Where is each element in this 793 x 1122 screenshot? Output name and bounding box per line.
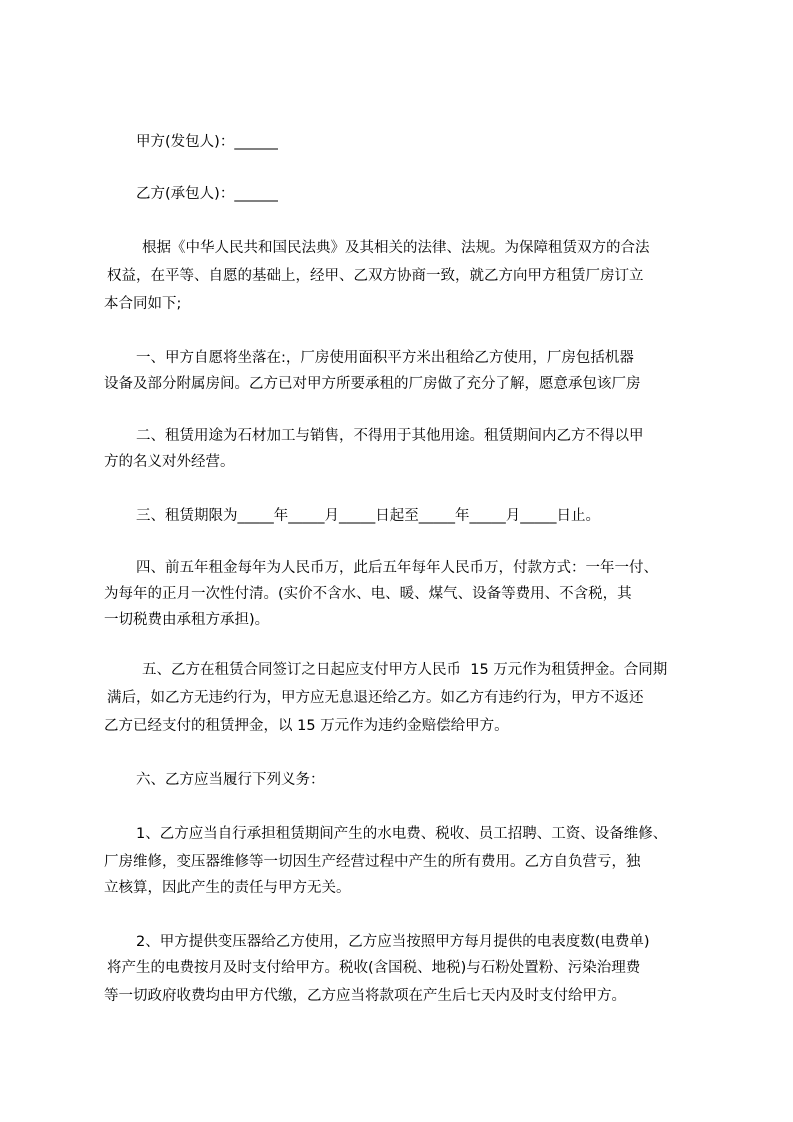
item-2-line: 2、甲方提供变压器给乙方使用，乙方应当按照甲方每月提供的电表度数(电费单) bbox=[136, 934, 650, 950]
item-1-line: 厂房维修，变压器维修等一切因生产经营过程中产生的所有费用。乙方自负营亏，独 bbox=[104, 854, 641, 870]
clause-5-line: 乙方已经支付的租赁押金，以 15 万元作为违约金赔偿给甲方。 bbox=[104, 718, 509, 734]
clause-5-line: 满后，如乙方无违约行为，甲方应无息退还给乙方。如乙方有违约行为，甲方不返还 bbox=[107, 690, 644, 706]
item-2-line: 将产生的电费按月及时支付给甲方。税收(含国税、地税)与石粉处置粉、污染治理费 bbox=[107, 960, 641, 976]
intro-line: 权益，在平等、自愿的基础上，经甲、乙双方协商一致，就乙方向甲方租赁厂房订立 bbox=[107, 268, 644, 284]
clause-1-line: 设备及部分附属房间。乙方已对甲方所要承租的厂房做了充分了解，愿意承包该厂房 bbox=[104, 376, 641, 392]
clause-5-line: 五、乙方在租赁合同签订之日起应支付甲方人民币 15 万元作为租赁押金。合同期 bbox=[142, 662, 668, 678]
clause-4-line: 为每年的正月一次性付清。(实价不含水、电、暖、煤气、设备等费用、不含税，其 bbox=[104, 586, 632, 602]
intro-line: 本合同如下; bbox=[104, 296, 182, 312]
clause-1-line: 一、甲方自愿将坐落在:，厂房使用面积平方米出租给乙方使用，厂房包括机器 bbox=[136, 350, 634, 366]
clause-3-line: 三、租赁期限为_____年_____月_____日起至_____年_____月_____日止。 bbox=[136, 508, 600, 524]
party-b-line: 乙方(承包人)：______ bbox=[136, 186, 278, 202]
clause-2-line: 方的名义对外经营。 bbox=[104, 454, 235, 470]
clause-4-line: 一切税费由承租方承担)。 bbox=[104, 612, 270, 628]
intro-line: 根据《中华人民共和国民法典》及其相关的法律、法规。为保障租赁双方的合法 bbox=[142, 240, 650, 256]
item-1-line: 立核算，因此产生的责任与甲方无关。 bbox=[104, 880, 351, 896]
clause-6-title: 六、乙方应当履行下列义务： bbox=[136, 772, 325, 788]
clause-2-line: 二、租赁用途为石材加工与销售，不得用于其他用途。租赁期间内乙方不得以甲 bbox=[136, 428, 644, 444]
party-a-line: 甲方(发包人)：______ bbox=[136, 134, 278, 150]
item-2-line: 等一切政府收费均由甲方代缴，乙方应当将款项在产生后七天内及时支付给甲方。 bbox=[104, 988, 626, 1004]
item-1-line: 1、乙方应当自行承担租赁期间产生的水电费、税收、员工招聘、工资、设备维修、 bbox=[136, 826, 668, 842]
clause-4-line: 四、前五年租金每年为人民币万，此后五年每年人民币万，付款方式：一年一付、 bbox=[136, 560, 658, 576]
